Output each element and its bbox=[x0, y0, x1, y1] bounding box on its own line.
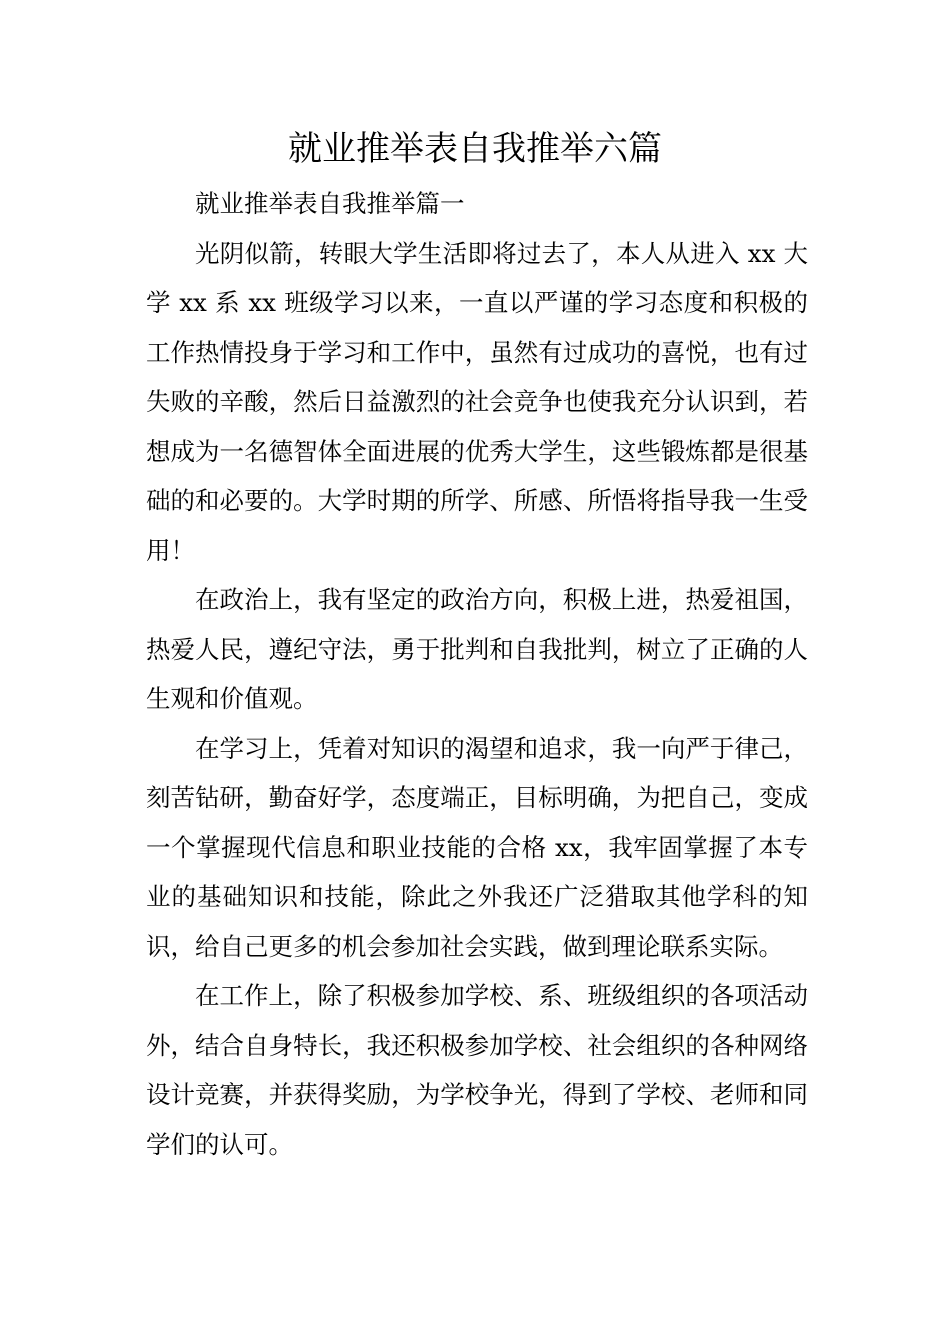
paragraph-study: 在学习上，凭着对知识的渴望和追求，我一向严于律己，刻苦钻研，勤奋好学，态度端正，目标明确，为把自己，变成一个掌握现代信息和职业技能的合格 xx，我牢固掌握了本专业的基础知识和技能，除此之外我还广泛猎取其他学科的知识，给自己更多的机会参加社会实践，做到理论联系实际。 bbox=[146, 733, 808, 961]
paragraph-politics: 在政治上，我有坚定的政治方向，积极上进，热爱祖国，热爱人民，遵纪守法，勇于批判和自我批判，树立了正确的人生观和价值观。 bbox=[146, 585, 808, 713]
section-heading: 就业推举表自我推举篇一 bbox=[195, 189, 465, 218]
document-title: 就业推举表自我推举六篇 bbox=[288, 129, 662, 169]
paragraph-intro: 光阴似箭，转眼大学生活即将过去了，本人从进入 xx 大学 xx 系 xx 班级学习以来，一直以严谨的学习态度和积极的工作热情投身于学习和工作中，虽然有过成功的喜悦，也有过失败的辛酸，然后日益激烈的社会竞争也使我充分认识到，若想成为一名德智体全面进展的优秀大学生，这些锻炼都是很基础的和必要的。大学时期的所学、所感、所悟将指导我一生受用！ bbox=[146, 238, 808, 565]
paragraph-work: 在工作上，除了积极参加学校、系、班级组织的各项活动外，结合自身特长，我还积极参加学校、社会组织的各种网络设计竞赛，并获得奖励，为学校争光，得到了学校、老师和同学们的认可。 bbox=[146, 981, 808, 1159]
document-body bbox=[146, 179, 808, 1169]
